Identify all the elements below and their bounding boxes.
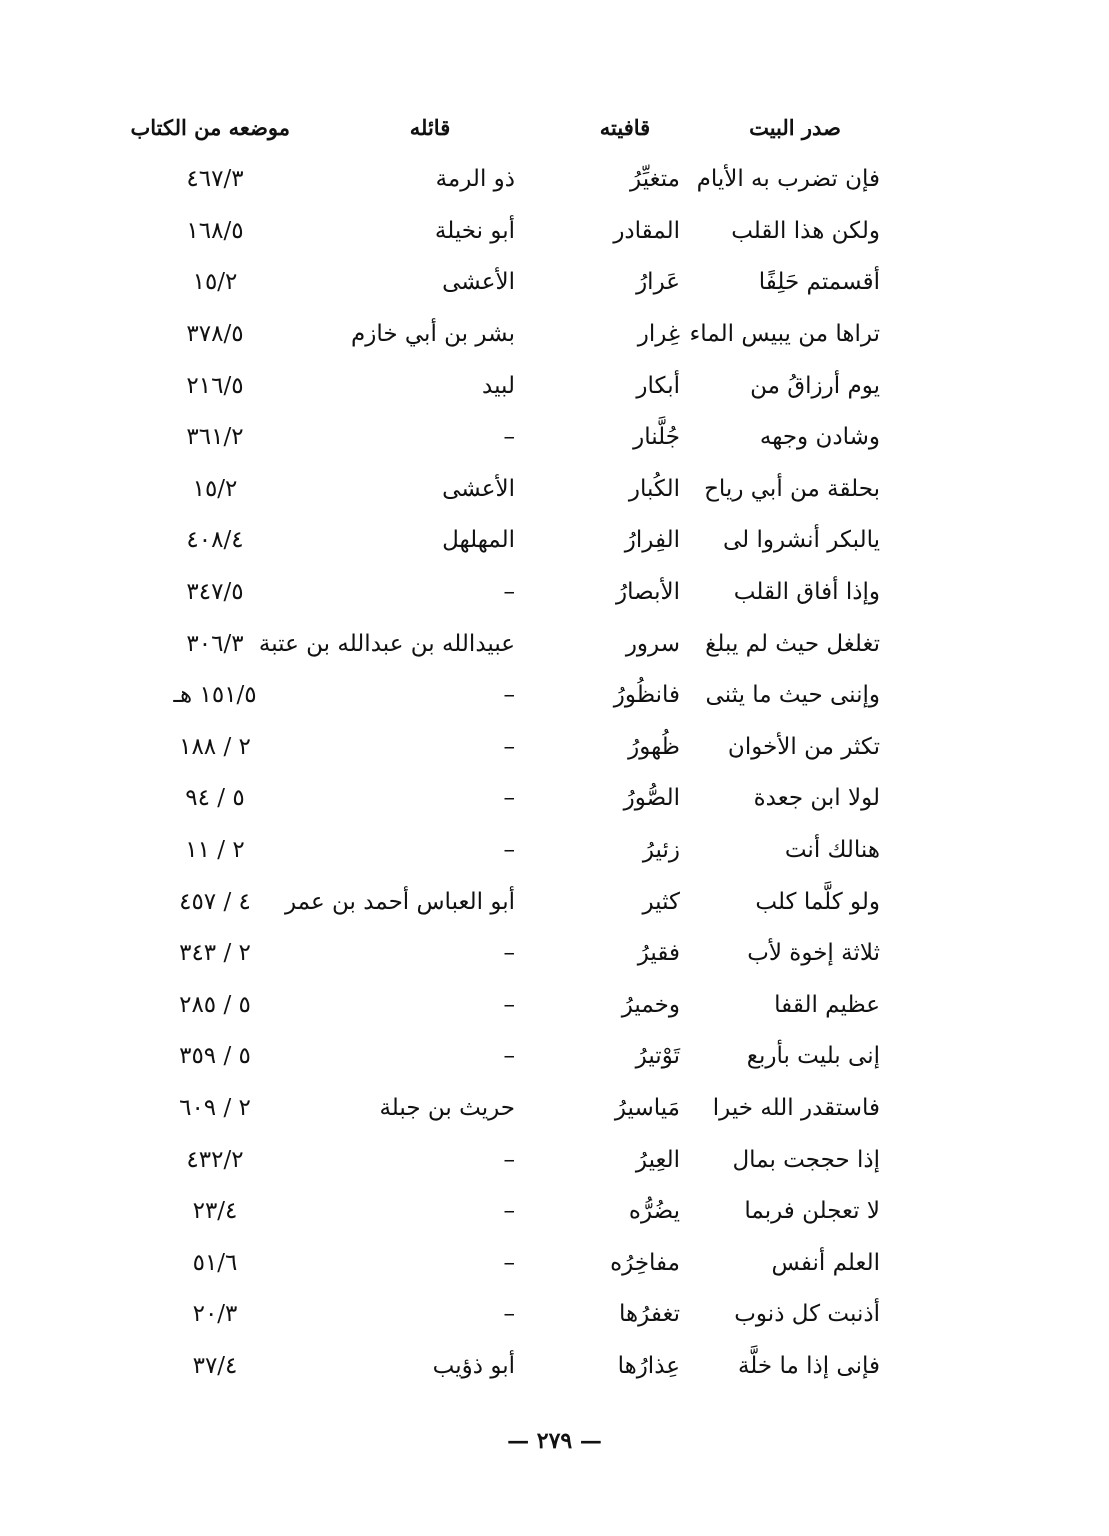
poet-cell: – xyxy=(503,1146,515,1173)
verse-cell: ثلاثة إخوة لأب xyxy=(747,940,880,967)
poet-cell: – xyxy=(503,785,515,812)
header-poet: قائله xyxy=(409,114,451,140)
rhyme-cell: فانظُورُ xyxy=(613,682,680,709)
poet-cell: الأعشى xyxy=(442,269,515,296)
poet-cell: المهلهل xyxy=(442,527,515,554)
rhyme-cell: ظُهورُ xyxy=(628,733,680,760)
verse-cell: تغلغل حيث لم يبلغ xyxy=(705,630,880,657)
location-cell: ٣٧٨/٥ xyxy=(186,321,244,348)
poet-cell: – xyxy=(503,682,515,709)
poet-cell: – xyxy=(503,837,515,864)
verse-cell: فإنى إذا ما خلَّة xyxy=(737,1352,880,1379)
location-cell: ٥١/٦ xyxy=(192,1249,238,1276)
table-row xyxy=(100,257,900,309)
rhyme-cell: المقادر xyxy=(613,217,680,244)
rhyme-cell: مفاخِرُه xyxy=(610,1249,680,1276)
poet-cell: أبو ذؤيب xyxy=(432,1352,515,1379)
poet-cell: – xyxy=(503,579,515,606)
poet-cell: ذو الرمة xyxy=(435,166,515,193)
verse-cell: العلم أنفس xyxy=(771,1249,880,1276)
table-row xyxy=(100,825,900,877)
rhyme-cell: يضُرُّه xyxy=(628,1198,680,1225)
table-row xyxy=(100,928,900,980)
poet-cell: – xyxy=(503,424,515,451)
verse-cell: عظيم القفا xyxy=(774,991,880,1018)
rhyme-cell: عَرارُ xyxy=(636,269,680,296)
rhyme-cell: سرور xyxy=(625,630,680,657)
location-cell: ١٥/٢ xyxy=(192,475,238,502)
table-row xyxy=(100,412,900,464)
verse-cell: يوم أرزاقُ من xyxy=(750,372,880,399)
rhyme-cell: زئيرُ xyxy=(642,837,680,864)
table-row xyxy=(100,1289,900,1341)
poet-cell: لبيد xyxy=(482,372,515,399)
rhyme-cell: الصُّورُ xyxy=(623,785,680,812)
location-cell: ٢ / ٦٠٩ xyxy=(179,1094,251,1121)
verse-cell: فاستقدر الله خيرا xyxy=(712,1094,880,1121)
table-row xyxy=(100,876,900,928)
location-cell: ٣٦١/٢ xyxy=(186,424,244,451)
rhyme-cell: أبكار xyxy=(636,372,680,399)
location-cell: ٥ / ٣٥٩ xyxy=(179,1043,251,1070)
header-location: موضعه من الكتاب xyxy=(130,114,290,140)
header-verse: صدر البيت xyxy=(749,114,841,140)
table-row xyxy=(100,1237,900,1289)
location-cell: ٤٣٢/٢ xyxy=(186,1146,244,1173)
location-cell: ٤٦٧/٣ xyxy=(186,166,244,193)
table-row xyxy=(100,1341,900,1393)
rhyme-cell: كثير xyxy=(642,888,680,915)
table-row xyxy=(100,1083,900,1135)
page-number: — ٢٧٩ — xyxy=(507,1428,602,1454)
table-row xyxy=(100,515,900,567)
poet-cell: – xyxy=(503,940,515,967)
location-cell: ١٦٨/٥ xyxy=(186,217,244,244)
poet-cell: حريث بن جبلة xyxy=(379,1094,515,1121)
table-row xyxy=(100,980,900,1032)
rhyme-cell: وخميرُ xyxy=(621,991,680,1018)
table-row xyxy=(100,464,900,516)
verse-cell: بحلقة من أبي رياح xyxy=(704,475,880,502)
poet-cell: – xyxy=(503,991,515,1018)
table-row xyxy=(100,1031,900,1083)
poet-cell: أبو العباس أحمد بن عمر xyxy=(284,888,515,915)
location-cell: ٢١٦/٥ xyxy=(186,372,244,399)
rhyme-cell: تَوْتيرُ xyxy=(635,1043,680,1070)
location-cell: ٣٤٧/٥ xyxy=(186,579,244,606)
table-row xyxy=(100,206,900,258)
table-row xyxy=(100,360,900,412)
table-row xyxy=(100,670,900,722)
table-row xyxy=(100,309,900,361)
poet-cell: – xyxy=(503,1198,515,1225)
table-row xyxy=(100,773,900,825)
table-row xyxy=(100,154,900,206)
table-body xyxy=(100,154,900,1392)
verse-cell: لا تعجلن فربما xyxy=(744,1198,880,1225)
verse-cell: تراها من يبيس الماء xyxy=(689,321,880,348)
poet-cell: – xyxy=(503,1249,515,1276)
table-header xyxy=(100,100,900,154)
verse-index-table xyxy=(100,100,900,1392)
poet-cell: – xyxy=(503,1043,515,1070)
location-cell: ١٥١/٥ هـ xyxy=(173,682,257,709)
rhyme-cell: متغيِّرُ xyxy=(630,166,680,193)
rhyme-cell: الأبصارُ xyxy=(616,579,680,606)
verse-cell: لولا ابن جعدة xyxy=(753,785,880,812)
poet-cell: – xyxy=(503,733,515,760)
table-row xyxy=(100,567,900,619)
location-cell: ٥ / ٩٤ xyxy=(185,785,245,812)
rhyme-cell: غِرار xyxy=(637,321,680,348)
verse-cell: وإذا أفاق القلب xyxy=(733,579,880,606)
location-cell: ٥ / ٢٨٥ xyxy=(179,991,251,1018)
location-cell: ٢ / ٣٤٣ xyxy=(179,940,251,967)
verse-cell: فإن تضرب به الأيام xyxy=(696,166,880,193)
verse-cell: وإننى حيث ما يثنى xyxy=(705,682,880,709)
rhyme-cell: العِيرُ xyxy=(635,1146,680,1173)
location-cell: ٢٠/٣ xyxy=(192,1301,238,1328)
rhyme-cell: تغفرُها xyxy=(619,1301,680,1328)
location-cell: ٣٧/٤ xyxy=(192,1352,238,1379)
verse-cell: إنى بليت بأربع xyxy=(746,1043,880,1070)
poet-cell: بشر بن أبي خازم xyxy=(351,321,515,348)
location-cell: ٤٠٨/٤ xyxy=(186,527,244,554)
verse-cell: أقسمتم حَلِفًا xyxy=(758,269,880,296)
location-cell: ٢ / ١٨٨ xyxy=(179,733,251,760)
rhyme-cell: مَياسيرُ xyxy=(614,1094,680,1121)
verse-cell: يالبكر أنشروا لى xyxy=(722,527,880,554)
poet-cell: أبو نخيلة xyxy=(434,217,515,244)
rhyme-cell: فقيرُ xyxy=(637,940,680,967)
location-cell: ٣٠٦/٣ xyxy=(186,630,244,657)
location-cell: ٤ / ٤٥٧ xyxy=(179,888,251,915)
table-row xyxy=(100,618,900,670)
poet-cell: – xyxy=(503,1301,515,1328)
verse-cell: تكثر من الأخوان xyxy=(727,733,880,760)
rhyme-cell: الكُبار xyxy=(628,475,680,502)
location-cell: ٢٣/٤ xyxy=(192,1198,238,1225)
verse-cell: ولو كلَّما كلب xyxy=(755,888,880,915)
rhyme-cell: جُلَّنار xyxy=(633,424,680,451)
rhyme-cell: الفِرارُ xyxy=(624,527,680,554)
verse-cell: ولكن هذا القلب xyxy=(731,217,880,244)
header-rhyme: قافيته xyxy=(599,114,651,140)
location-cell: ١٥/٢ xyxy=(192,269,238,296)
table-row xyxy=(100,722,900,774)
location-cell: ٢ / ١١ xyxy=(185,837,245,864)
table-row xyxy=(100,1134,900,1186)
poet-cell: الأعشى xyxy=(442,475,515,502)
verse-cell: وشادن وجهه xyxy=(759,424,880,451)
verse-cell: هنالك أنت xyxy=(784,837,880,864)
verse-cell: أذنبت كل ذنوب xyxy=(734,1301,880,1328)
poet-cell: عبيدالله بن عبدالله بن عتبة xyxy=(258,630,515,657)
rhyme-cell: عِذارُها xyxy=(617,1352,680,1379)
table-row xyxy=(100,1186,900,1238)
verse-cell: إذا حججت بمال xyxy=(732,1146,880,1173)
